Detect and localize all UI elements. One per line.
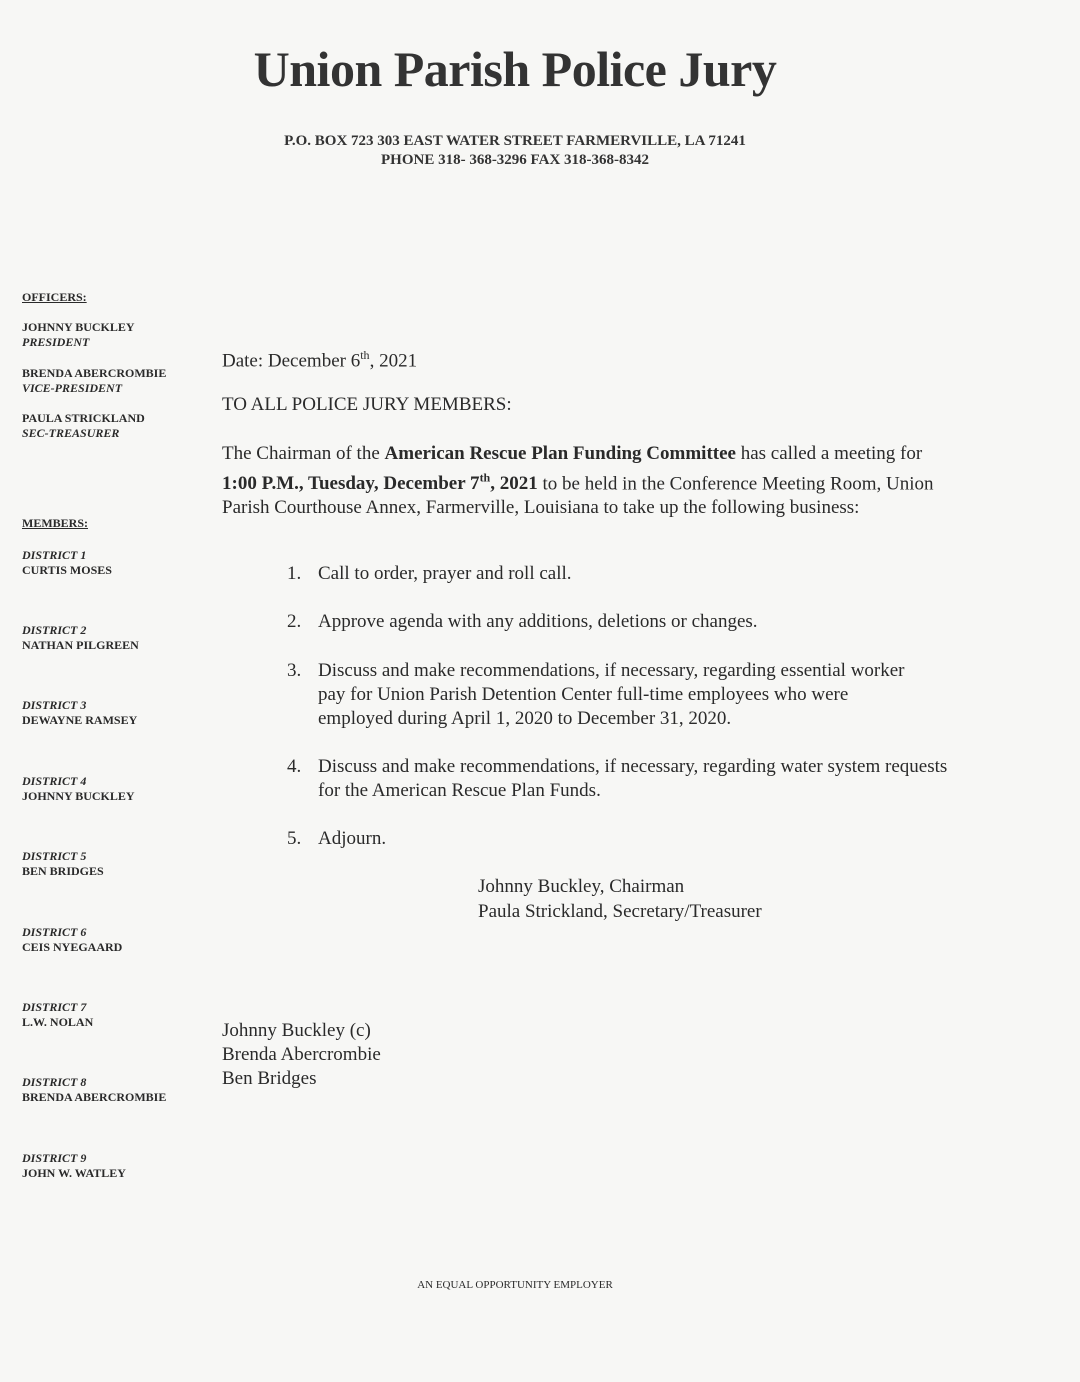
officers-heading: OFFICERS: xyxy=(22,290,87,304)
salutation: TO ALL POLICE JURY MEMBERS: xyxy=(222,394,512,415)
member-district: DISTRICT 9 xyxy=(22,1151,87,1165)
officer-role: VICE-PRESIDENT xyxy=(22,381,123,395)
members-heading: MEMBERS: xyxy=(22,516,88,530)
phone-line: PHONE 318- 368-3296 FAX 318-368-8342 xyxy=(380,152,650,168)
cc-name: Johnny Buckley (c) xyxy=(222,1020,371,1041)
member-name: CEIS NYEGAARD xyxy=(22,940,123,954)
member-name: DEWAYNE RAMSEY xyxy=(22,713,138,727)
letter-date: Date: December 6th, 2021 xyxy=(222,348,418,372)
officer-name: JOHNNY BUCKLEY xyxy=(22,320,135,334)
agenda-item: 1. Call to order, prayer and roll call. xyxy=(287,563,572,584)
signature-chairman: Johnny Buckley, Chairman xyxy=(478,876,685,897)
member-name: CURTIS MOSES xyxy=(22,563,112,577)
officer-name: PAULA STRICKLAND xyxy=(22,411,145,425)
agenda-item: 3. Discuss and make recommendations, if necessary, regarding essential worker pay for Union Parish Detention Center full-time employees who were employed during April 1, 2020 to December 31, 2020. xyxy=(287,660,905,729)
member-district: DISTRICT 6 xyxy=(22,925,87,939)
agenda-item: 4. Discuss and make recommendations, if necessary, regarding water system requests for the American Rescue Plan Funds. xyxy=(287,756,948,801)
member-district: DISTRICT 3 xyxy=(22,698,87,712)
member-district: DISTRICT 7 xyxy=(22,1000,87,1014)
member-district: DISTRICT 5 xyxy=(22,849,87,863)
meeting-paragraph: The Chairman of the American Rescue Plan Funding Committee has called a meeting for 1:00 P.M., Tuesday, December 7th, 2021 to be held in the Conference Meeting Room, Union Parish Courthouse Annex, Farmerville, Louisiana to take up the following business: xyxy=(222,443,934,519)
footer-text: AN EQUAL OPPORTUNITY EMPLOYER xyxy=(417,1279,613,1291)
agenda-item: 2. Approve agenda with any additions, deletions or changes. xyxy=(287,611,758,632)
cc-name: Ben Bridges xyxy=(222,1068,317,1089)
officer-role: PRESIDENT xyxy=(22,335,90,349)
member-name: BEN BRIDGES xyxy=(22,864,104,878)
officer-name: BRENDA ABERCROMBIE xyxy=(22,366,167,380)
member-name: NATHAN PILGREEN xyxy=(22,638,139,652)
member-district: DISTRICT 1 xyxy=(22,548,87,562)
signature-secretary: Paula Strickland, Secretary/Treasurer xyxy=(478,901,762,922)
member-district: DISTRICT 2 xyxy=(22,623,87,637)
member-name: JOHN W. WATLEY xyxy=(22,1166,126,1180)
letterhead-title: Union Parish Police Jury xyxy=(253,41,777,97)
member-name: BRENDA ABERCROMBIE xyxy=(22,1090,167,1104)
agenda-item: 5. Adjourn. xyxy=(287,828,387,849)
member-district: DISTRICT 4 xyxy=(22,774,87,788)
officer-role: SEC-TREASURER xyxy=(22,426,120,440)
member-name: JOHNNY BUCKLEY xyxy=(22,789,135,803)
member-name: L.W. NOLAN xyxy=(22,1015,94,1029)
address-line: P.O. BOX 723 303 EAST WATER STREET FARMERVILLE, LA 71241 xyxy=(284,133,746,149)
member-district: DISTRICT 8 xyxy=(22,1075,87,1089)
cc-name: Brenda Abercrombie xyxy=(222,1044,381,1065)
